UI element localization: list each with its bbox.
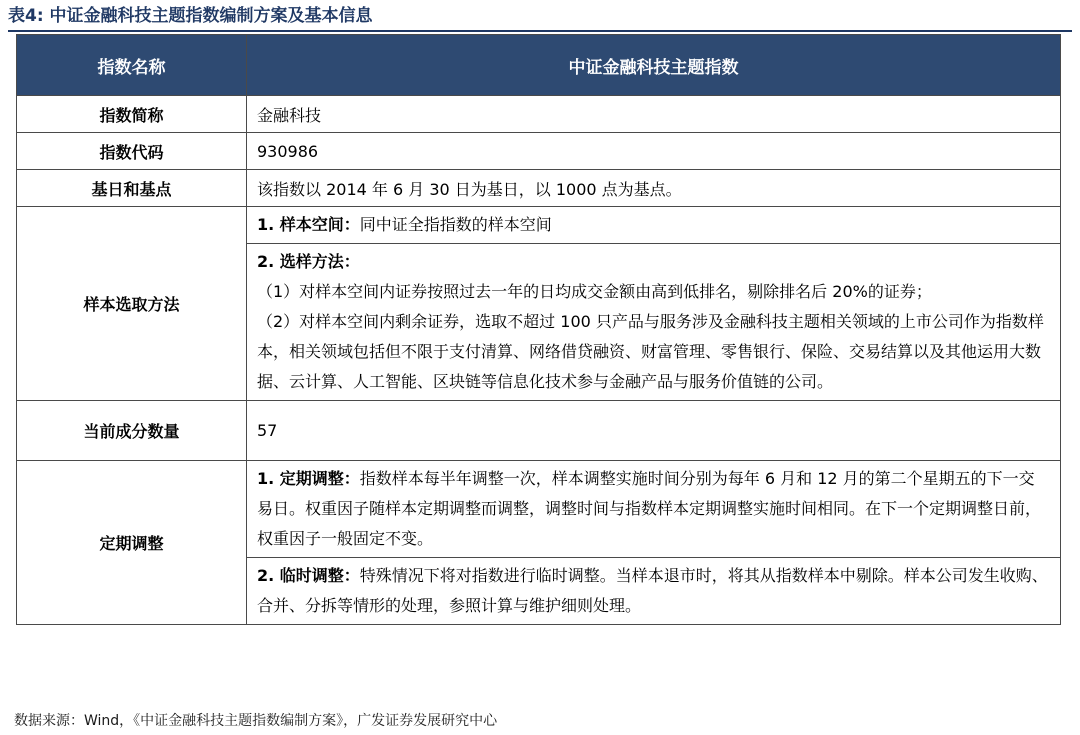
adjust-periodic-title: 1. 定期调整：: [257, 469, 360, 488]
table-row: [17, 207, 1061, 244]
caption-divider: [8, 30, 1072, 32]
selection-method: [247, 244, 1061, 401]
table-row: [17, 96, 1061, 133]
row-label-short-name: 指数简称: [17, 96, 247, 133]
index-info-table: [16, 34, 1061, 625]
selection-sample-space-text: 同中证全指指数的样本空间: [359, 215, 552, 234]
table-row: [17, 133, 1061, 170]
selection-method-title: 2. 选样方法：: [257, 252, 360, 271]
row-label-base: 基日和基点: [17, 170, 247, 207]
row-label-adjust: 定期调整: [17, 461, 247, 625]
selection-method-item-2: （2）对样本空间内剩余证券，选取不超过 100 只产品与服务涉及金融科技主题相关领域的上市公司作为指数样本，相关领域包括但不限于支付清算、网络借贷融资、财富管理、零售银行、保险、交易结算以及其他运用大数据、云计算、人工智能、区块链等信息化技术参与金融产品与服务价值链的公司。: [257, 312, 1044, 391]
header-index-name-label: 指数名称: [17, 35, 247, 96]
selection-method-item-1: （1）对样本空间内证券按照过去一年的日均成交金额由高到低排名，剔除排名后 20%的证券；: [257, 282, 932, 301]
table-caption: 表4: 中证金融科技主题指数编制方案及基本信息: [8, 6, 373, 26]
table-row: [17, 401, 1061, 461]
selection-sample-space: [247, 207, 1061, 244]
row-label-code: 指数代码: [17, 133, 247, 170]
row-value-base: 该指数以 2014 年 6 月 30 日为基日，以 1000 点为基点。: [247, 170, 1061, 207]
adjust-temporary-text: 特殊情况下将对指数进行临时调整。当样本退市时，将其从指数样本中剔除。样本公司发生收购、合并、分拆等情形的处理，参照计算与维护细则处理。: [257, 566, 1048, 615]
header-index-name-value: 中证金融科技主题指数: [247, 35, 1061, 96]
row-label-count: 当前成分数量: [17, 401, 247, 461]
adjust-periodic-text: 指数样本每半年调整一次，样本调整实施时间分别为每年 6 月和 12 月的第二个星期五的下一交易日。权重因子随样本定期调整而调整，调整时间与指数样本定期调整实施时间相同。在下一个定期调整日前，权重因子一般固定不变。: [257, 469, 1042, 548]
adjust-temporary-title: 2. 临时调整：: [257, 566, 360, 585]
row-value-code: 930986: [247, 133, 1061, 170]
table-header-row: [17, 35, 1061, 96]
row-value-short-name: 金融科技: [247, 96, 1061, 133]
selection-sample-space-title: 1. 样本空间：: [257, 215, 360, 234]
row-label-selection: 样本选取方法: [17, 207, 247, 401]
row-value-count: 57: [247, 401, 1061, 461]
data-source-note: 数据来源：Wind，《中证金融科技主题指数编制方案》，广发证券发展研究中心: [14, 713, 498, 729]
adjust-periodic: [247, 461, 1061, 558]
table-row: [17, 461, 1061, 558]
adjust-temporary: [247, 558, 1061, 625]
table-row: [17, 170, 1061, 207]
